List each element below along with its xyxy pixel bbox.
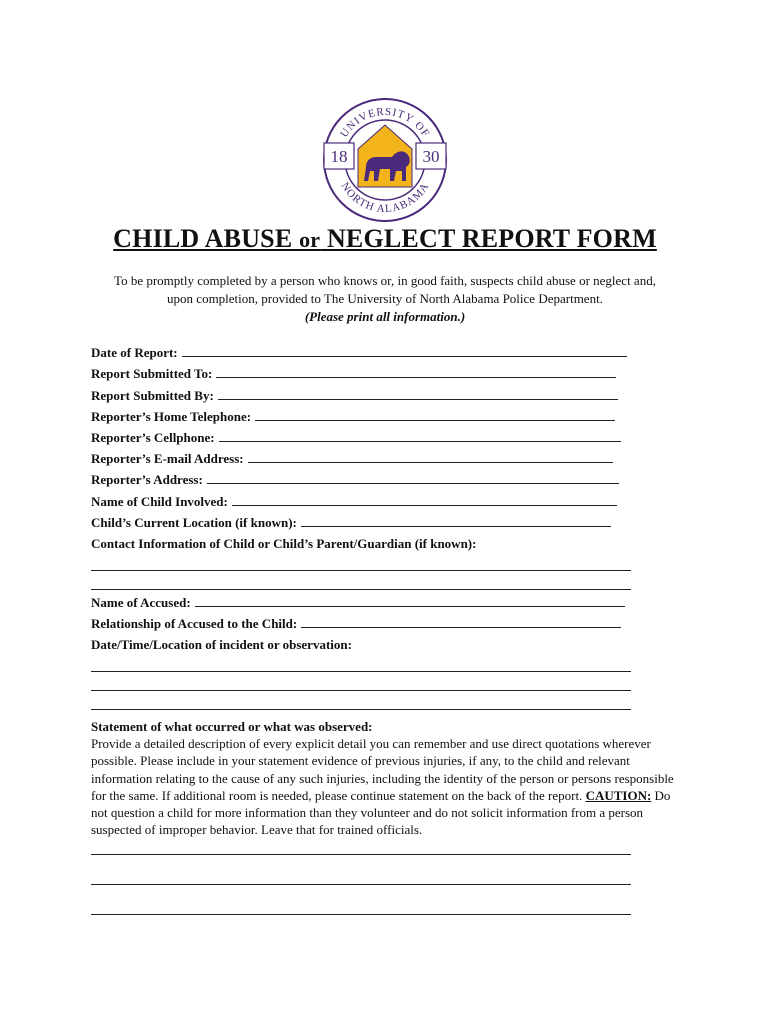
- field-date-of-report[interactable]: Date of Report:: [91, 340, 636, 361]
- seal-year-left: 18: [330, 147, 348, 166]
- intro-note: (Please print all information.): [304, 309, 466, 324]
- child-name-input[interactable]: [232, 504, 617, 506]
- intro-line-2: upon completion, provided to The University of North Alabama Police Department.: [167, 291, 603, 306]
- statement-line-3[interactable]: [91, 896, 631, 915]
- address-input[interactable]: [207, 482, 619, 484]
- field-submitted-to[interactable]: Report Submitted To:: [91, 361, 636, 382]
- date-of-report-input[interactable]: [182, 355, 627, 357]
- statement-heading: Statement of what occurred or what was observed:: [91, 719, 373, 734]
- cellphone-input[interactable]: [219, 440, 621, 442]
- statement-instructions: Provide a detailed description of every explicit detail you can remember and use direct quotations wherever possible. Please include in your statement evidence of previous injuries, if any, to the child and relevant information relating to the cause of any such injuries, including the identity of the person or persons responsible for the same. If additional room is needed, please continue statement on the back of the report. CAUTION: Do not question a child for more information than they volunteer and do not solicit information from a person suspected of improper behavior. Leave that for trained officials.: [91, 736, 674, 838]
- field-address[interactable]: Reporter’s Address:: [91, 467, 636, 488]
- statement-line-2[interactable]: [91, 866, 631, 885]
- seal-bottom-text: NORTH ALABAMA: [338, 180, 432, 216]
- statement-lines: [91, 836, 631, 926]
- submitted-by-input[interactable]: [218, 398, 618, 400]
- seal-year-right: 30: [422, 147, 440, 166]
- field-cellphone[interactable]: Reporter’s Cellphone:: [91, 425, 636, 446]
- university-seal-logo: [322, 97, 448, 223]
- contact-info-line-1[interactable]: [91, 552, 631, 571]
- field-accused-name[interactable]: Name of Accused:: [91, 590, 636, 611]
- field-email[interactable]: Reporter’s E-mail Address:: [91, 446, 636, 467]
- field-incident: Date/Time/Location of incident or observation:: [91, 637, 352, 653]
- home-phone-input[interactable]: [255, 419, 615, 421]
- incident-line-1[interactable]: [91, 653, 631, 672]
- field-contact-info: Contact Information of Child or Child’s Parent/Guardian (if known):: [91, 535, 477, 551]
- relationship-input[interactable]: [301, 626, 621, 628]
- caution-label: CAUTION:: [585, 787, 652, 803]
- form-title: CHILD ABUSE or NEGLECT REPORT FORM: [113, 224, 657, 253]
- intro-line-1: To be promptly completed by a person who knows or, in good faith, suspects child abuse or neglect and,: [114, 273, 656, 288]
- seal-top-text: UNIVERSITY OF: [338, 105, 432, 140]
- submitted-to-input[interactable]: [216, 376, 616, 378]
- field-relationship[interactable]: Relationship of Accused to the Child:: [91, 611, 636, 632]
- field-submitted-by[interactable]: Report Submitted By:: [91, 382, 636, 403]
- statement-section: [91, 718, 681, 838]
- report-fields: [91, 340, 636, 710]
- contact-info-line-2[interactable]: [91, 571, 631, 590]
- incident-line-3[interactable]: [91, 691, 631, 710]
- field-child-location[interactable]: Child’s Current Location (if known):: [91, 510, 636, 531]
- field-home-phone[interactable]: Reporter’s Home Telephone:: [91, 404, 636, 425]
- form-intro: [60, 272, 710, 326]
- child-location-input[interactable]: [301, 525, 611, 527]
- field-child-name[interactable]: Name of Child Involved:: [91, 488, 636, 509]
- incident-line-2[interactable]: [91, 672, 631, 691]
- email-input[interactable]: [248, 461, 613, 463]
- accused-name-input[interactable]: [195, 605, 625, 607]
- statement-line-1[interactable]: [91, 836, 631, 855]
